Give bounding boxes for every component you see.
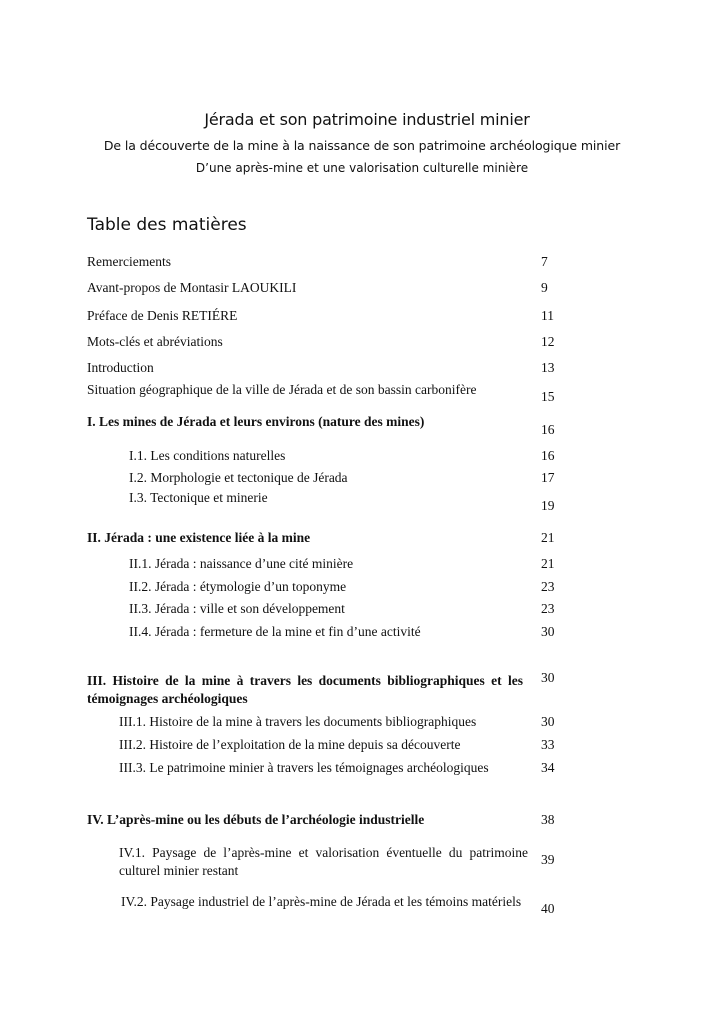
toc-entry-label: I.1. Les conditions naturelles (129, 448, 286, 463)
toc-entry-label: Remerciements (87, 254, 171, 269)
toc-entry-page: 34 (541, 760, 555, 775)
toc-entry-page: 15 (541, 389, 555, 404)
document-subtitle: De la découverte de la mine à la naissance de son patrimoine archéologique minier (103, 138, 621, 153)
toc-entry-page: 23 (541, 601, 555, 616)
toc-entry-page: 7 (541, 254, 548, 269)
toc-entry-label: Introduction (87, 360, 154, 375)
toc-entry-page: 39 (541, 852, 555, 867)
toc-entry-page: 16 (541, 422, 555, 437)
document-subtitle-2: D’une après-mine et une valorisation culturelle minière (195, 161, 529, 175)
toc-section-label: II. Jérada : une existence liée à la mine (87, 530, 311, 545)
toc-entry-label: II.2. Jérada : étymologie d’un toponyme (129, 579, 347, 594)
toc-entry-page: 21 (541, 530, 555, 545)
toc-entry-page: 30 (541, 624, 555, 639)
toc-entry-label: Mots-clés et abréviations (87, 334, 223, 349)
toc-entry-page: 40 (541, 901, 555, 916)
toc-entry-page: 23 (541, 579, 555, 594)
toc-entry-page: 19 (541, 498, 555, 513)
toc-entry-label: III.3. Le patrimoine minier à travers les témoignages archéologiques (119, 760, 489, 775)
toc-entry-label: II.4. Jérada : fermeture de la mine et fin d’une activité (129, 624, 421, 639)
toc-entry-page: 30 (541, 670, 555, 685)
toc-entry-page: 11 (541, 308, 554, 323)
toc-entry-label: IV.1. Paysage de l’après-mine et valorisation éventuelle du patrimoine culturel minier restant (119, 845, 528, 878)
toc-entry-page: 9 (541, 280, 548, 295)
toc-entry-label: Avant-propos de Montasir LAOUKILI (87, 280, 297, 295)
toc-entry-label: I.3. Tectonique et minerie (129, 490, 268, 505)
toc-entry-label: III.2. Histoire de l’exploitation de la mine depuis sa découverte (119, 737, 461, 752)
toc-section-label: III. Histoire de la mine à travers les documents bibliographiques et les témoignages archéologiques (87, 673, 523, 706)
toc-section-label: I. Les mines de Jérada et leurs environs (nature des mines) (87, 414, 425, 429)
toc-entry-label: II.1. Jérada : naissance d’une cité minière (129, 556, 354, 571)
toc-entry-label: IV.2. Paysage industriel de l’après-mine de Jérada et les témoins matériels (121, 894, 522, 909)
toc-entry-page: 17 (541, 470, 555, 485)
toc-entry-label: III.1. Histoire de la mine à travers les documents bibliographiques (119, 714, 477, 729)
toc-entry-page: 38 (541, 812, 555, 827)
toc-entry-label: II.3. Jérada : ville et son développement (129, 601, 345, 616)
toc-entry-page: 33 (541, 737, 555, 752)
toc-entry-page: 12 (541, 334, 555, 349)
toc-entry-page: 16 (541, 448, 555, 463)
document-title: Jérada et son patrimoine industriel minier (204, 110, 530, 129)
toc-entry-page: 30 (541, 714, 555, 729)
toc-heading: Table des matières (87, 215, 247, 235)
toc-entry-label: Préface de Denis RETIÉRE (87, 308, 238, 323)
toc-entry-page: 21 (541, 556, 555, 571)
toc-entry-label: Situation géographique de la ville de Jérada et de son bassin carbonifère (87, 382, 477, 397)
toc-section-label: IV. L’après-mine ou les débuts de l’archéologie industrielle (87, 812, 425, 827)
toc-entry-page: 13 (541, 360, 555, 375)
toc-entry-label: I.2. Morphologie et tectonique de Jérada (129, 470, 348, 485)
